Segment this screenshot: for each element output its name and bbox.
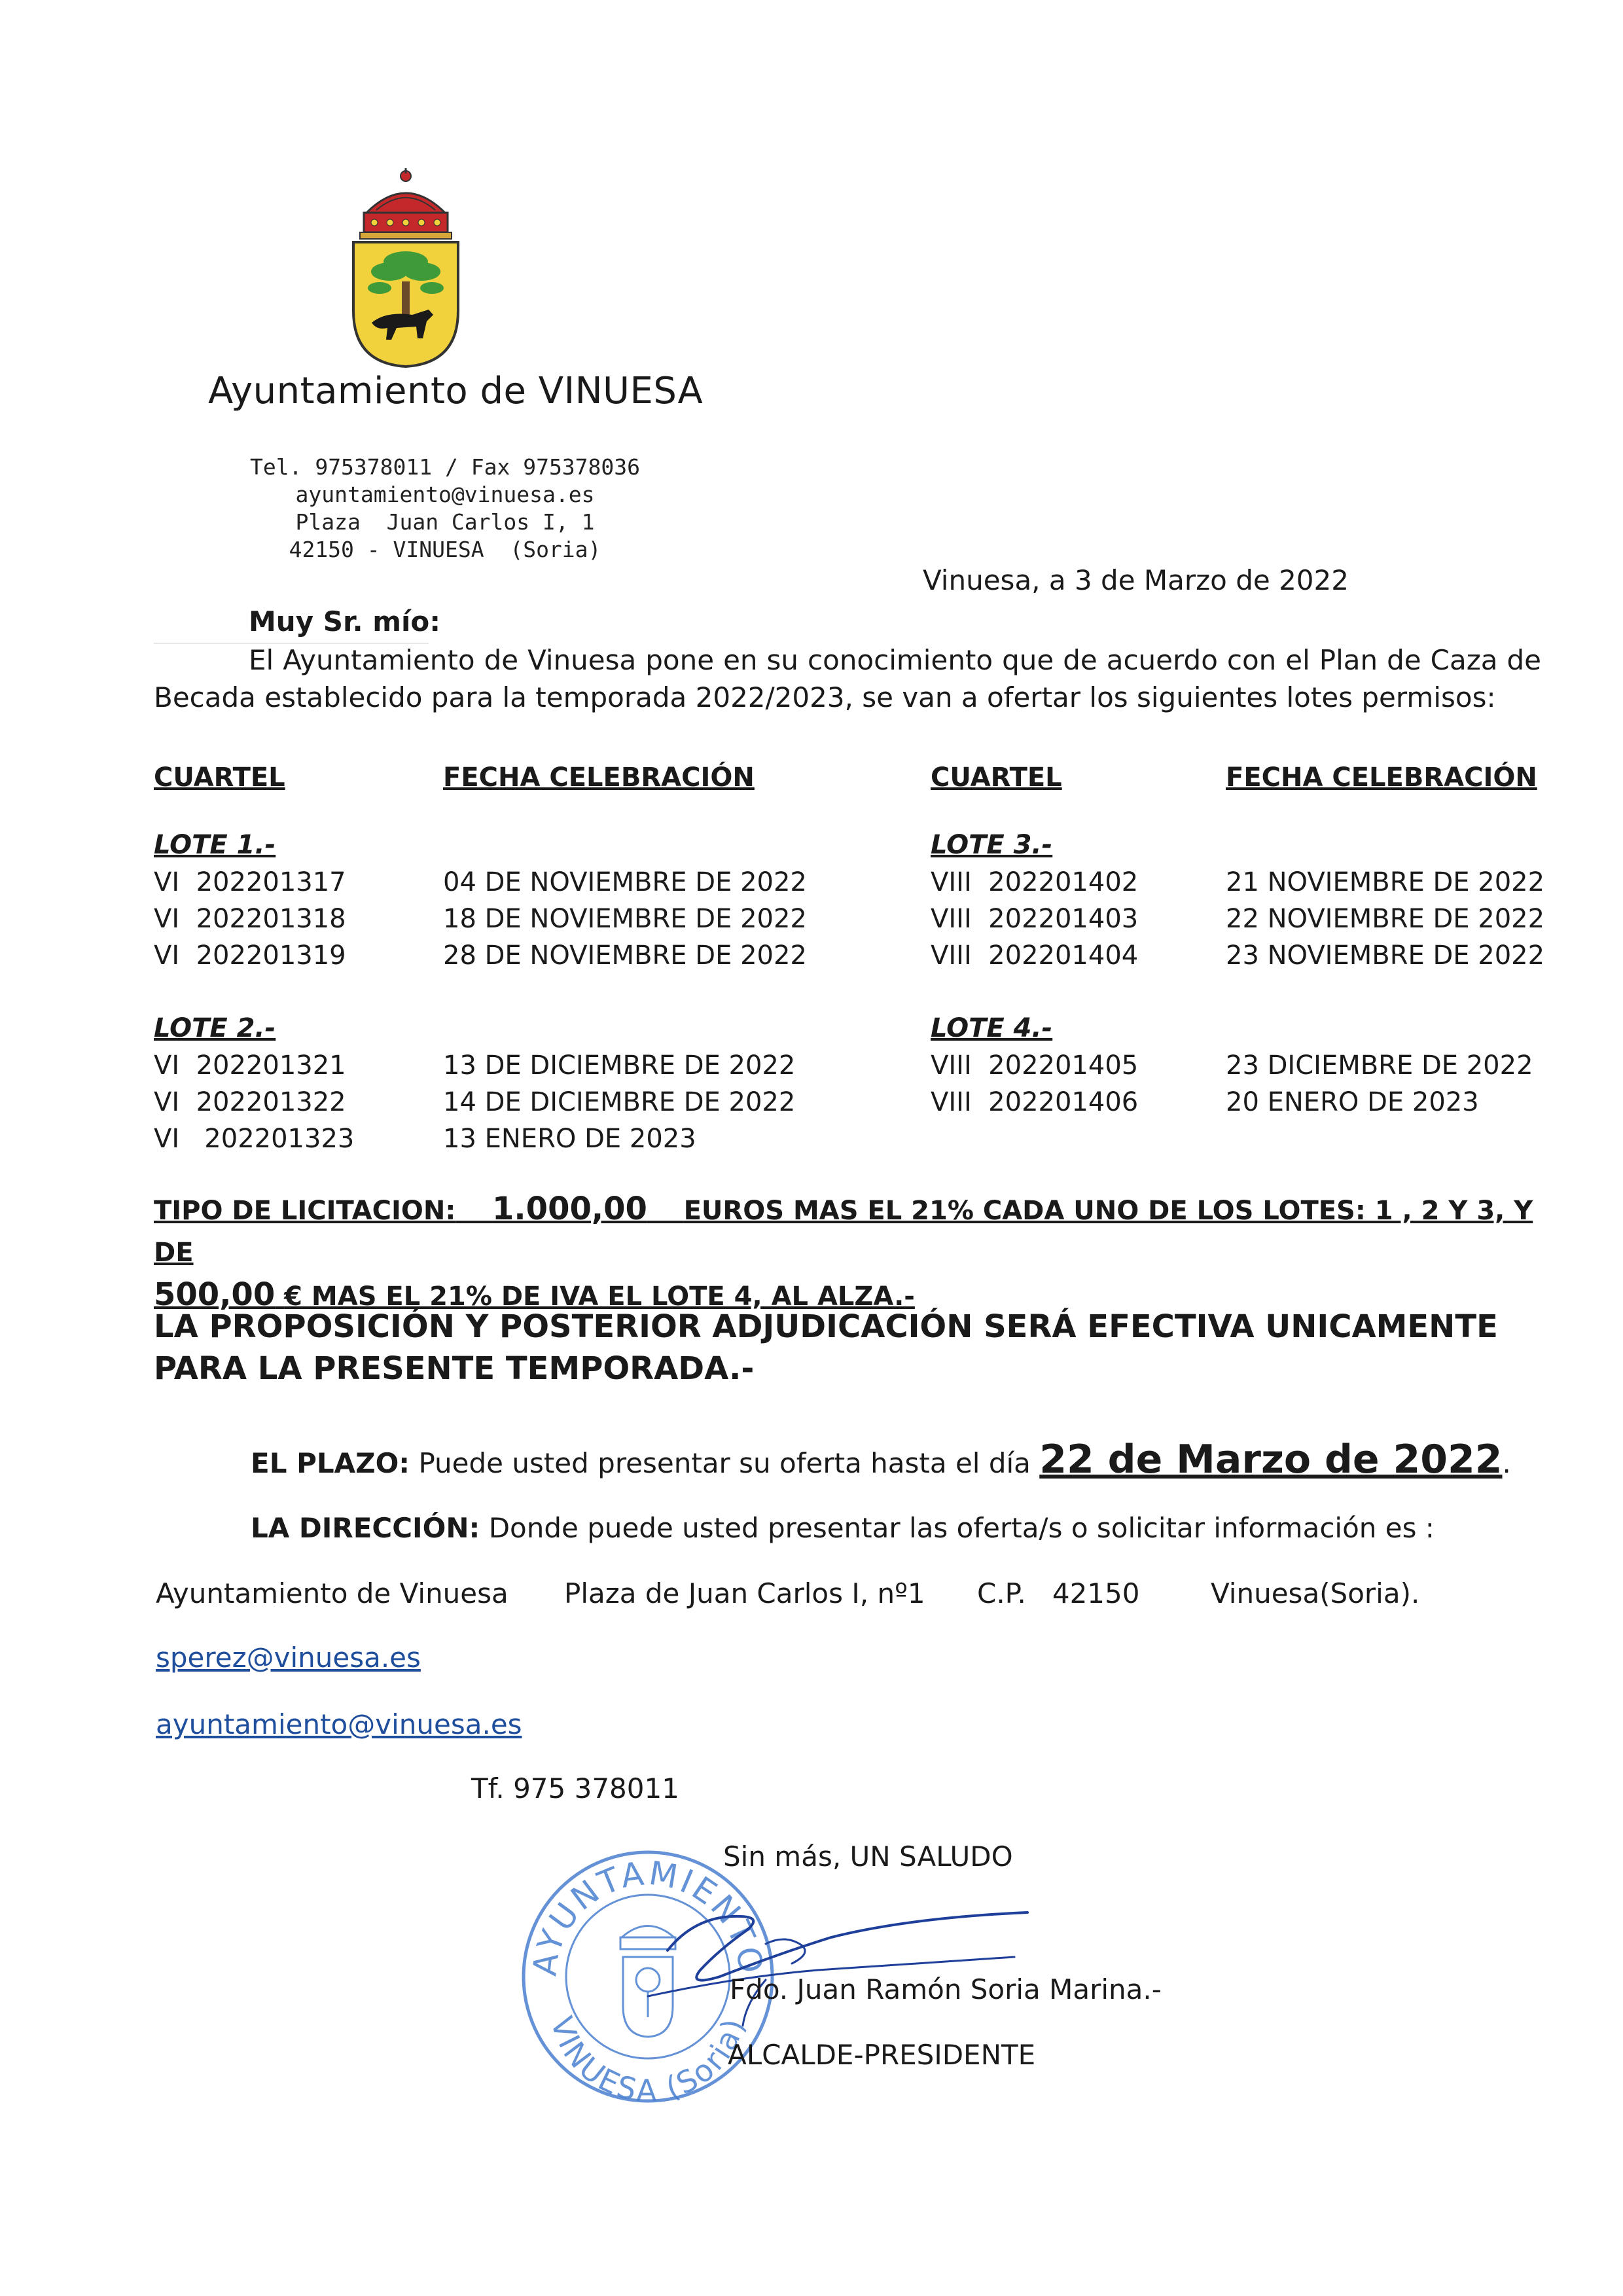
lot-2-fecha: 14 DE DICIEMBRE DE 2022	[443, 1087, 796, 1117]
email-link-ayuntamiento[interactable]: ayuntamiento@vinuesa.es	[156, 1708, 522, 1740]
lot-2-cuartel: VI 202201321	[154, 1050, 346, 1081]
signer-position: ALCALDE-PRESIDENTE	[728, 2039, 1036, 2071]
deadline-label: EL PLAZO:	[251, 1447, 410, 1479]
address-intro-text: Donde puede usted presentar las oferta/s o solicitar información es :	[480, 1512, 1435, 1544]
lot-3-cuartel: VIII 202201404	[931, 941, 1139, 971]
coat-of-arms-logo	[340, 167, 471, 370]
street-line: Plaza Juan Carlos I, 1	[295, 509, 595, 535]
lot-2-fecha: 13 DE DICIEMBRE DE 2022	[443, 1050, 796, 1081]
intro-paragraph: El Ayuntamiento de Vinuesa pone en su conocimiento que de acuerdo con el Plan de Caza de Becada establecido para la temporada 2022/2023, se van a ofertar los siguientes lotes permisos:	[154, 644, 1541, 713]
address-postal-code: C.P. 42150	[977, 1577, 1140, 1609]
phone-fax-line: Tel. 975378011 / Fax 975378036	[249, 454, 641, 480]
lot-3-fecha: 22 NOVIEMBRE DE 2022	[1226, 904, 1545, 934]
lot-4-title: LOTE 4.-	[931, 1013, 1053, 1043]
stamp-top-text: AYUNTAMIENTO	[526, 1854, 771, 1979]
lot-2-title: LOTE 2.-	[154, 1013, 276, 1043]
lot-1-fecha: 28 DE NOVIEMBRE DE 2022	[443, 941, 807, 971]
column-header-cuartel-right: CUARTEL	[931, 762, 1062, 793]
tender-amount-lots-1-3: 1.000,00	[492, 1191, 647, 1227]
lot-2-fecha: 13 ENERO DE 2023	[443, 1124, 696, 1154]
address-city: Vinuesa(Soria).	[1211, 1577, 1420, 1609]
address-name: Ayuntamiento de Vinuesa	[156, 1577, 508, 1609]
deadline-date: 22 de Marzo de 2022	[1039, 1437, 1503, 1482]
address-intro-line	[251, 1512, 1435, 1544]
city-line: 42150 - VINUESA (Soria)	[289, 537, 601, 562]
tender-text-1: EUROS MAS EL 21% CADA UNO DE LOS LOTES: 1 , 2 Y 3, Y DE	[154, 1196, 1533, 1268]
lot-1-cuartel: VI 202201317	[154, 867, 346, 897]
lot-3-title: LOTE 3.-	[931, 830, 1053, 860]
phone-line: Tf. 975 378011	[471, 1772, 679, 1804]
handwritten-signature	[569, 1872, 1041, 2029]
column-header-fecha-right: FECHA CELEBRACIÓN	[1226, 762, 1537, 793]
stamp-bottom-text: VINUESA (Soria)	[543, 2012, 752, 2109]
lot-3-fecha: 23 NOVIEMBRE DE 2022	[1226, 941, 1545, 971]
deadline-text: Puede usted presentar su oferta hasta el día	[410, 1447, 1040, 1479]
tender-text-2: € MAS EL 21% DE IVA EL LOTE 4, AL ALZA.-	[284, 1282, 915, 1312]
lot-3-cuartel: VIII 202201403	[931, 904, 1139, 934]
lot-1-title: LOTE 1.-	[154, 830, 276, 860]
lot-2-cuartel: VI 202201322	[154, 1087, 346, 1117]
lot-1-cuartel: VI 202201318	[154, 904, 346, 934]
deadline-line	[251, 1437, 1511, 1482]
column-header-cuartel-left: CUARTEL	[154, 762, 285, 793]
lot-2-cuartel: VI 202201323	[154, 1124, 355, 1154]
lot-4-fecha: 20 ENERO DE 2023	[1226, 1087, 1479, 1117]
tender-terms	[154, 1188, 1541, 1318]
tender-amount-lot-4: 500,00	[154, 1276, 276, 1313]
deadline-end: .	[1502, 1447, 1511, 1479]
lot-1-fecha: 04 DE NOVIEMBRE DE 2022	[443, 867, 807, 897]
salutation: Muy Sr. mío:	[249, 605, 441, 637]
address-label: LA DIRECCIÓN:	[251, 1512, 480, 1544]
email-link-sperez[interactable]: sperez@vinuesa.es	[156, 1641, 421, 1674]
crown-icon	[360, 168, 452, 239]
lot-4-cuartel: VIII 202201406	[931, 1087, 1139, 1117]
lot-1-cuartel: VI 202201319	[154, 941, 346, 971]
proposal-notice: LA PROPOSICIÓN Y POSTERIOR ADJUDICACIÓN SERÁ EFECTIVA UNICAMENTE PARA LA PRESENTE TEMPORADA.-	[154, 1308, 1498, 1387]
signer-name: Fdo. Juan Ramón Soria Marina.-	[730, 1973, 1162, 2005]
contact-email-line: ayuntamiento@vinuesa.es	[295, 482, 595, 507]
closing-greeting: Sin más, UN SALUDO	[723, 1840, 1013, 1873]
letter-date: Vinuesa, a 3 de Marzo de 2022	[923, 564, 1349, 596]
lot-4-fecha: 23 DICIEMBRE DE 2022	[1226, 1050, 1533, 1081]
organization-name: Ayuntamiento de VINUESA	[208, 370, 704, 412]
lot-3-fecha: 21 NOVIEMBRE DE 2022	[1226, 867, 1545, 897]
address-street: Plaza de Juan Carlos I, nº1	[564, 1577, 925, 1609]
lot-3-cuartel: VIII 202201402	[931, 867, 1139, 897]
column-header-fecha-left: FECHA CELEBRACIÓN	[443, 762, 755, 793]
contact-block	[223, 454, 668, 564]
lot-1-fecha: 18 DE NOVIEMBRE DE 2022	[443, 904, 807, 934]
lot-4-cuartel: VIII 202201405	[931, 1050, 1139, 1081]
tender-label: TIPO DE LICITACION:	[154, 1196, 456, 1226]
